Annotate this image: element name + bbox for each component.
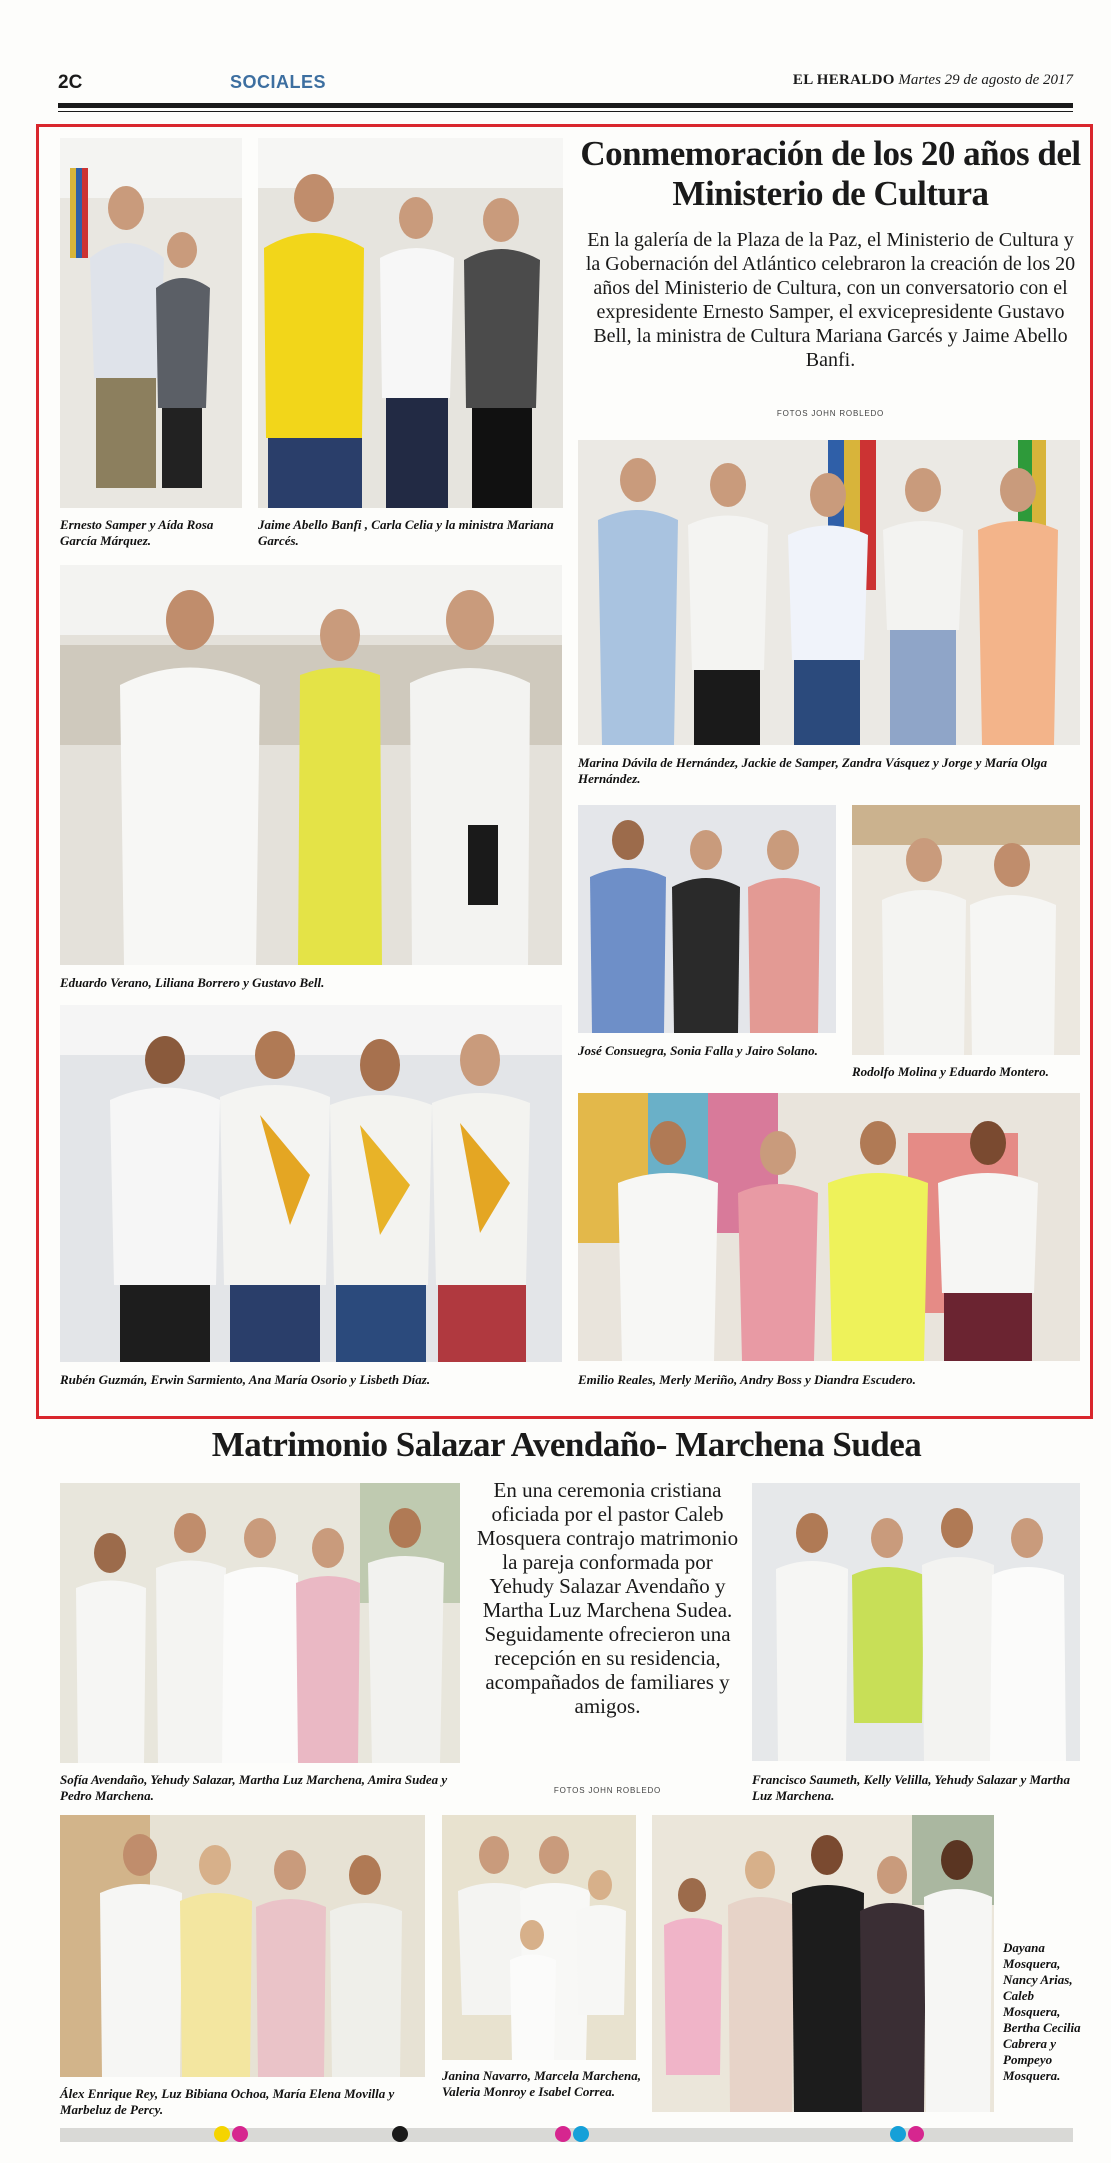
photo-abello-celia-garces <box>258 138 563 508</box>
caption: Emilio Reales, Merly Meriño, Andry Boss y Diandra Escudero. <box>578 1372 916 1387</box>
photo-verano-borrero-bell <box>60 565 562 965</box>
photo-navarro-marchena-monroy-correa <box>442 1815 636 2060</box>
header-rule-thin <box>58 111 1073 112</box>
page-number: 2C <box>58 72 83 93</box>
issue-date: Martes 29 de agosto de 2017 <box>898 72 1073 88</box>
article1-body: En la galería de la Plaza de la Paz, el Ministerio de Cultura y la Gobernación del Atlántico celebraron la creación de los 20 años del Ministerio de Cultura, con un conversatorio con el expresidente Ernesto Samper, el exvicepresidente Gustavo Bell, la ministra de Cultura Mariana Garcés y Jaime Abello Banfi. <box>585 229 1076 371</box>
caption: Álex Enrique Rey, Luz Bibiana Ochoa, María Elena Movilla y Marbeluz de Percy. <box>60 2086 395 2117</box>
photo-molina-montero <box>852 805 1080 1055</box>
photo-reales-merino-boss-escudero <box>578 1093 1080 1361</box>
article2-body: En una ceremonia cristiana oficiada por el pastor Caleb Mosquera contrajo matrimonio la pareja conformada por Yehudy Salazar Avendaño y Martha Luz Marchena Sudea. Seguidamente ofrecieron una recepción en su residencia, acompañados de familiares y amigos. <box>476 1478 739 1718</box>
article2-title: Matrimonio Salazar Avendaño- Marchena Sudea <box>211 1425 922 1464</box>
caption: Jaime Abello Banfi , Carla Celia y la ministra Mariana Garcés. <box>258 517 554 548</box>
registration-dot <box>573 2126 589 2142</box>
caption: José Consuegra, Sonia Falla y Jairo Solano. <box>578 1043 818 1058</box>
photo-credit: FOTOS JOHN ROBLEDO <box>776 409 885 418</box>
registration-dot <box>214 2126 230 2142</box>
photo-davila-samper-vasquez-hernandez <box>578 440 1080 745</box>
photo-consuegra-falla-solano <box>578 805 836 1033</box>
caption: Rubén Guzmán, Erwin Sarmiento, Ana María Osorio y Lisbeth Díaz. <box>60 1372 431 1387</box>
photo-guzman-sarmiento-osorio-diaz <box>60 1005 562 1362</box>
photo-mosquera-arias-cabrera <box>652 1815 994 2112</box>
caption: Sofía Avendaño, Yehudy Salazar, Martha Luz Marchena, Amira Sudea y Pedro Marchena. <box>60 1772 448 1803</box>
registration-dot <box>232 2126 248 2142</box>
header-rule <box>58 103 1073 108</box>
caption: Rodolfo Molina y Eduardo Montero. <box>852 1064 1049 1079</box>
photo-rey-ochoa-movilla-percy <box>60 1815 425 2077</box>
newspaper-name: EL HERALDO <box>792 72 895 88</box>
caption: Francisco Saumeth, Kelly Velilla, Yehudy Salazar y Martha Luz Marchena. <box>752 1772 1070 1803</box>
registration-dot <box>890 2126 906 2142</box>
registration-dot <box>908 2126 924 2142</box>
photo-saumeth-velilla-salazar-marchena <box>752 1483 1080 1761</box>
photo-credit: FOTOS JOHN ROBLEDO <box>553 1786 662 1795</box>
caption: Dayana Mosquera, Nancy Arias, Caleb Mosquera, Bertha Cecilia Cabrera y Pompeyo Mosquera. <box>1003 1940 1081 2083</box>
caption: Eduardo Verano, Liliana Borrero y Gustavo Bell. <box>60 975 325 990</box>
caption: Janina Navarro, Marcela Marchena, Valeria Monroy e Isabel Correa. <box>442 2068 641 2099</box>
photo-avendano-salazar-marchena <box>60 1483 460 1763</box>
section-name: SOCIALES <box>230 72 327 92</box>
caption: Marina Dávila de Hernández, Jackie de Samper, Zandra Vásquez y Jorge y María Olga Hernández. <box>578 755 1048 786</box>
article1-title: Conmemoración de los 20 años del Ministerio de Cultura <box>580 134 1081 213</box>
registration-dot <box>555 2126 571 2142</box>
masthead <box>793 72 1073 89</box>
registration-dot <box>392 2126 408 2142</box>
photo-samper-garcia <box>60 138 242 508</box>
caption: Ernesto Samper y Aída Rosa García Márquez. <box>60 517 214 548</box>
